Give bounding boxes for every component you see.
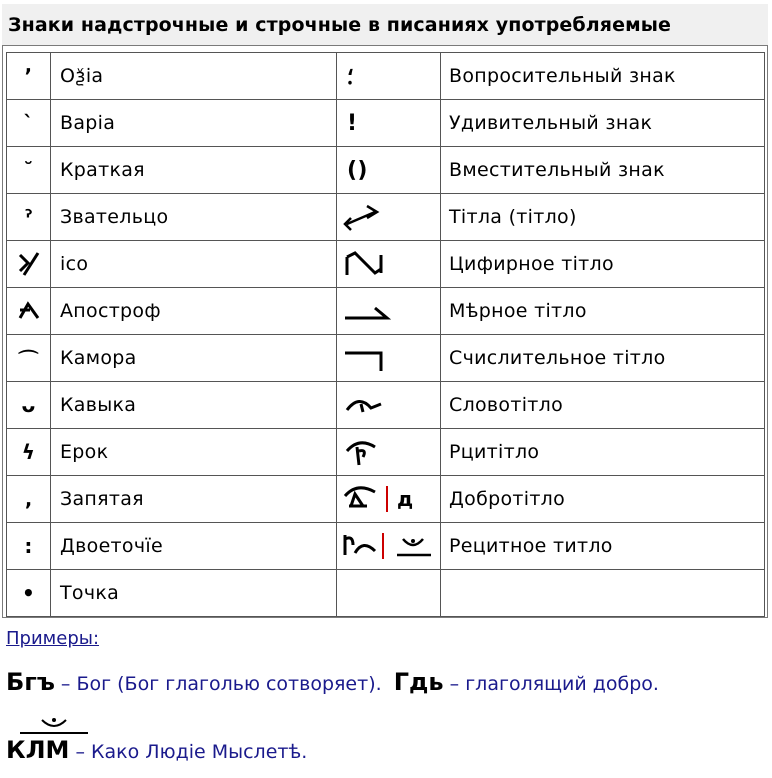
left-symbol: ˋ xyxy=(23,111,34,135)
right-symbol-cell xyxy=(337,241,441,288)
right-symbol xyxy=(341,581,347,606)
table-row xyxy=(7,194,765,241)
left-label: Варіа xyxy=(51,100,337,147)
slovotitlo-icon xyxy=(341,390,385,420)
left-label: Краткая xyxy=(51,147,337,194)
left-symbol-cell xyxy=(7,382,51,429)
left-symbol: ˀ xyxy=(25,205,32,229)
left-symbol-cell xyxy=(7,147,51,194)
table-row xyxy=(7,147,765,194)
left-symbol: • xyxy=(21,581,36,605)
examples-line-2 xyxy=(6,736,307,764)
table-row xyxy=(7,100,765,147)
right-label: Добротітло xyxy=(441,476,765,523)
page-title: Знаки надстрочные и строчные в писаниях употребляемые xyxy=(2,4,768,46)
right-symbol-cell xyxy=(337,147,441,194)
left-symbol: ˘ xyxy=(23,158,34,182)
iso-icon xyxy=(14,249,44,279)
left-label: Точка xyxy=(51,570,337,617)
right-label: Мѣрное тітло xyxy=(441,288,765,335)
signs-table xyxy=(6,52,765,617)
example-text-bg: – Бог (Бог глаголью сотворяет). xyxy=(54,673,382,695)
left-label: ico xyxy=(51,241,337,288)
right-label xyxy=(441,570,765,617)
left-symbol: ‚ xyxy=(24,487,33,511)
right-label: Цифирное тітло xyxy=(441,241,765,288)
right-symbol-cell xyxy=(337,476,441,523)
left-symbol-cell xyxy=(7,523,51,570)
left-symbol: ʼ xyxy=(24,64,33,88)
right-symbol-cell xyxy=(337,335,441,382)
left-symbol-cell xyxy=(7,100,51,147)
right-symbol: ! xyxy=(347,110,358,136)
left-symbol-cell xyxy=(7,570,51,617)
left-label: Звательцо xyxy=(51,194,337,241)
left-symbol-cell xyxy=(7,288,51,335)
right-label: Рцитітло xyxy=(441,429,765,476)
example-word-bg: Бгъ xyxy=(6,668,55,696)
right-symbol-cell xyxy=(337,429,441,476)
right-symbol-cell xyxy=(337,570,441,617)
left-label: Двоеточїе xyxy=(51,523,337,570)
examples-line-1 xyxy=(6,668,659,696)
right-label: Удивительный знак xyxy=(441,100,765,147)
example-word-gd: Гдь xyxy=(393,668,444,696)
left-label: Кавыка xyxy=(51,382,337,429)
examples-heading: Примеры: xyxy=(6,628,100,649)
table-row xyxy=(7,429,765,476)
left-symbol: ϟ xyxy=(21,440,36,464)
left-symbol-cell xyxy=(7,241,51,288)
example-word-klm: КЛМ xyxy=(6,736,70,764)
table-row xyxy=(7,288,765,335)
recitnoe-titlo-icon xyxy=(341,531,437,561)
right-label: Словотітло xyxy=(441,382,765,429)
right-symbol-cell xyxy=(337,100,441,147)
table-row xyxy=(7,382,765,429)
table-row xyxy=(7,570,765,617)
right-symbol: () xyxy=(347,157,368,183)
tsifirnoe-titlo-icon xyxy=(341,249,385,279)
left-symbol-cell xyxy=(7,335,51,382)
svg-text:д: д xyxy=(397,487,414,511)
left-label: Ерок xyxy=(51,429,337,476)
left-label: Апостроф xyxy=(51,288,337,335)
right-label: Счислительное тітло xyxy=(441,335,765,382)
right-label: Рецитное титло xyxy=(441,523,765,570)
mernoe-titlo-icon xyxy=(341,296,391,326)
rtsititlo-icon xyxy=(341,437,385,467)
titla-icon xyxy=(341,202,385,232)
right-symbol-cell xyxy=(337,194,441,241)
left-symbol: ᴗ xyxy=(21,393,36,417)
left-symbol: ⌒ xyxy=(18,347,39,372)
apostrof-icon xyxy=(14,296,44,326)
table-row xyxy=(7,53,765,100)
left-symbol-cell xyxy=(7,194,51,241)
left-symbol-cell xyxy=(7,476,51,523)
left-label: Камора xyxy=(51,335,337,382)
left-label: Оѯіа xyxy=(51,53,337,100)
left-label: Запятая xyxy=(51,476,337,523)
right-symbol-cell xyxy=(337,382,441,429)
table-row xyxy=(7,335,765,382)
right-label: Тітла (тітло) xyxy=(441,194,765,241)
example-text-gd: – глаголящий добро. xyxy=(443,673,659,695)
table-row xyxy=(7,476,765,523)
recitno-titlo-example-mark xyxy=(14,708,94,736)
left-symbol-cell xyxy=(7,429,51,476)
table-row xyxy=(7,241,765,288)
right-symbol-cell xyxy=(337,53,441,100)
right-label: Вопросительный знак xyxy=(441,53,765,100)
left-symbol: : xyxy=(24,534,33,558)
right-symbol-cell xyxy=(337,523,441,570)
table-row xyxy=(7,523,765,570)
right-label: Вместительный знак xyxy=(441,147,765,194)
schislitelnoe-titlo-icon xyxy=(341,343,391,373)
example-text-klm: – Како Людіе Мыслетѣ. xyxy=(69,741,308,763)
left-symbol-cell xyxy=(7,53,51,100)
right-symbol: ⸵ xyxy=(347,65,354,90)
right-symbol-cell xyxy=(337,288,441,335)
dobrotitlo-icon xyxy=(341,484,431,514)
